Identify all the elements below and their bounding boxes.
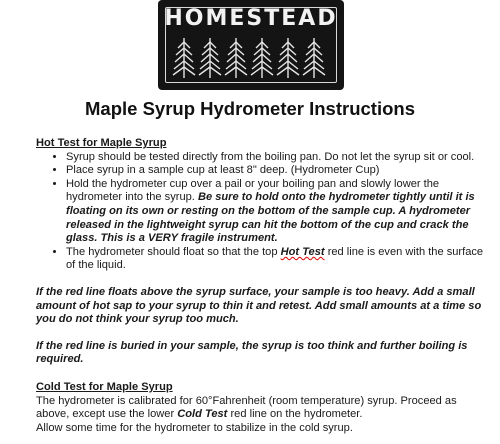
list-item — [66, 164, 488, 178]
list-item — [66, 246, 488, 273]
cold-test-line: The hydrometer is calibrated for 60°Fahrenheit (room temperature) syrup. Proceed as above, except use the lower — [36, 394, 457, 421]
bullet-text: Syrup should be tested directly from the boiling pan. Do not let the syrup sit or cool. — [66, 150, 475, 163]
bullet-text: red line is even with the surface of the liquid. — [66, 245, 484, 272]
bullet-text: Hold the hydrometer cup over a pail or your boiling pan and slowly lower the hydrometer into the syrup. — [66, 177, 440, 204]
cold-test-label: Cold Test — [177, 408, 228, 421]
document-body — [36, 137, 488, 435]
cold-test-stabilize-line: Allow some time for the hydrometer to stabilize in the cold syrup. — [36, 421, 353, 434]
logo-text: HOMESTEAD — [164, 6, 338, 31]
hot-test-list — [36, 151, 488, 273]
hot-test-heading: Hot Test for Maple Syrup — [36, 137, 167, 149]
document-title: Maple Syrup Hydrometer Instructions — [85, 98, 415, 119]
bullet-warning-text: Be sure to hold onto the hydrometer tightly until it is floating on its own or resting on the bottom of the sample cup. A hydrometer released in the lightweight syrup can hit the bottom of the cup and crack the glass. This is a VERY fragile instrument. — [66, 191, 475, 245]
cold-test-line: red line on the hydrometer. — [230, 408, 363, 421]
homestead-logo — [158, 0, 344, 90]
list-item — [66, 178, 488, 246]
pine-trees-icon — [172, 36, 330, 80]
heavy-sample-paragraph: If the red line floats above the syrup surface, your sample is too heavy. Add a small amount of hot sap to your syrup to thin it and retest. Add small amounts at a time so you do not think your syrup too much. — [36, 285, 482, 326]
bullet-text: The hydrometer should float so that the top — [66, 245, 278, 258]
bullet-text: Place syrup in a sample cup at least 8" deep. (Hydrometer Cup) — [66, 164, 380, 177]
cold-test-heading: Cold Test for Maple Syrup — [36, 380, 173, 393]
list-item — [66, 151, 488, 165]
cold-test-text — [36, 395, 488, 422]
buried-line-paragraph: If the red line is buried in your sample, the syrup is too think and further boiling is required. — [36, 339, 468, 366]
hot-test-label: Hot Test — [280, 245, 325, 258]
